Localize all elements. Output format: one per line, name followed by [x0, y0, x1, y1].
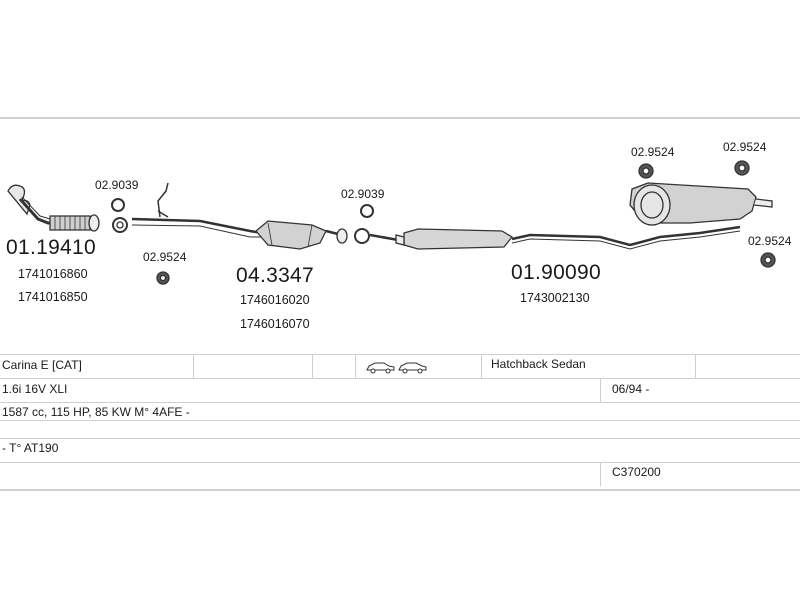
- column-divider: [600, 378, 601, 402]
- ring-b-label: 02.9524: [631, 145, 675, 159]
- part-ref-2a: 1746016020: [240, 293, 310, 307]
- gasket-a-icon: [112, 199, 124, 211]
- part-ref-2b: 1746016070: [240, 317, 310, 331]
- table-row-top-border: [0, 354, 800, 355]
- car-body-icon: [366, 360, 428, 374]
- table-row-border: [0, 438, 800, 439]
- part-ref-1b: 1741016850: [18, 290, 88, 304]
- table-row-border: [0, 378, 800, 379]
- part-ref-1a: 1741016860: [18, 267, 88, 281]
- part-ref-3a: 1743002130: [520, 291, 590, 305]
- type-code: - T° AT190: [2, 441, 59, 455]
- part-number-2: 04.3347: [236, 264, 315, 287]
- body-type: Hatchback Sedan: [491, 357, 586, 371]
- gasket-a-label: 02.9039: [95, 178, 139, 192]
- table-row-border: [0, 462, 800, 463]
- ring-d-label: 02.9524: [748, 234, 792, 248]
- gasket-mid: [355, 229, 369, 243]
- table-row-border: [0, 402, 800, 403]
- sensor-bracket: [158, 183, 168, 217]
- production-date: 06/94 -: [612, 382, 650, 396]
- table-row-border: [0, 420, 800, 421]
- exhaust-diagram: [0, 119, 800, 359]
- gasket-b-icon: [361, 205, 373, 217]
- ring-a-label: 02.9524: [143, 250, 187, 264]
- part-number-1: 01.19410: [6, 236, 96, 259]
- part-number-3: 01.90090: [511, 261, 601, 284]
- column-divider: [312, 354, 313, 378]
- gasket-cat: [337, 229, 347, 243]
- front-pipe-flange: [8, 185, 30, 214]
- column-divider: [481, 354, 482, 378]
- engine-spec: 1587 cc, 115 HP, 85 KW M° 4AFE -: [2, 405, 190, 419]
- catalytic-converter: [256, 221, 326, 249]
- column-divider: [695, 354, 696, 378]
- gasket-b-label: 02.9039: [341, 187, 385, 201]
- vehicle-model: Carina E [CAT]: [2, 358, 82, 372]
- catalog-code: C370200: [612, 465, 661, 479]
- ring-c-label: 02.9524: [723, 140, 767, 154]
- centre-silencer: [404, 229, 512, 249]
- column-divider: [600, 462, 601, 486]
- engine-variant: 1.6i 16V XLI: [2, 382, 68, 396]
- gasket-front: [113, 218, 127, 232]
- column-divider: [193, 354, 194, 378]
- column-divider: [355, 354, 356, 378]
